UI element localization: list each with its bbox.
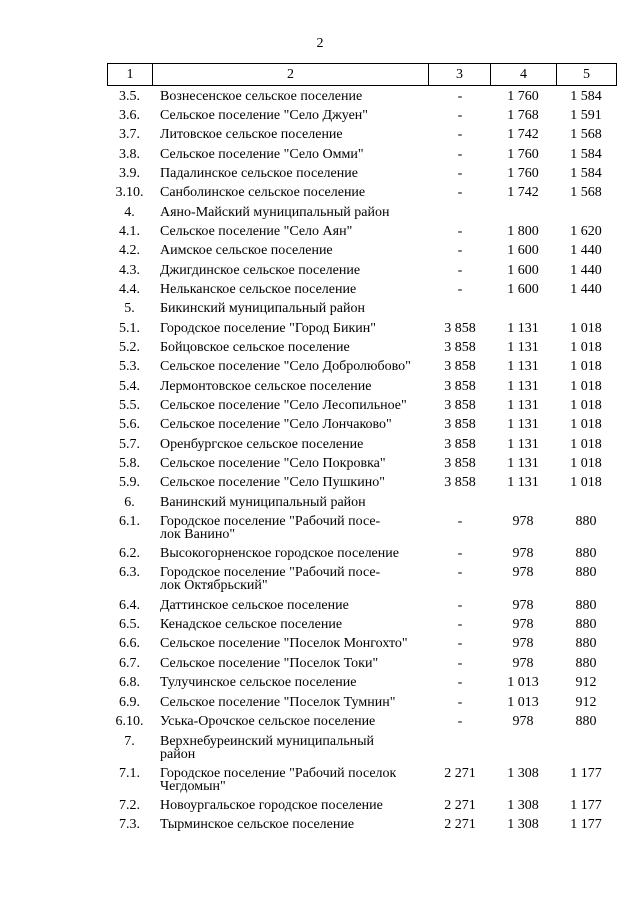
row-value-col4: 1 768 [507,108,539,123]
row-value-col4: 1 760 [507,147,539,162]
row-name: Сельское поселение "Поселок Тумнин" [160,695,396,710]
row-value-col3: 3 858 [444,475,476,490]
row-value-col5: 1 018 [570,340,602,355]
row-number: 4.2. [119,243,140,258]
row-name: Оренбургское сельское поселение [160,437,364,452]
row-value-col5: 1 177 [570,817,602,832]
header-cell-2: 2 [153,64,429,86]
row-name: Городское поселение "Рабочий посе- лок Ванино" [160,514,381,542]
row-value-col3: 3 858 [444,417,476,432]
row-name: Джигдинское сельское поселение [160,263,361,278]
row-value-col3: - [457,243,463,258]
row-number: 5.3. [119,359,140,374]
row-name: Кенадское сельское поселение [160,617,343,632]
row-number: 3.8. [119,147,140,162]
row-value-col5: 1 440 [570,243,602,258]
row-value-col5: 1 018 [570,379,602,394]
row-name: Сельское поселение "Село Пушкино" [160,475,385,490]
header-cell-4: 4 [491,64,557,86]
row-name: Нельканское сельское поселение [160,282,357,297]
row-name: Уська-Орочское сельское поселение [160,714,376,729]
row-number: 7.2. [119,798,140,813]
row-number: 6.4. [119,598,140,613]
row-value-col4: 1 742 [507,185,539,200]
row-value-col3: - [457,224,463,239]
row-name: Сельское поселение "Село Аян" [160,224,353,239]
row-number: 6.5. [119,617,140,632]
row-value-col5: 1 568 [570,185,602,200]
row-value-col5: 880 [575,617,597,632]
row-name: Ванинский муниципальный район [160,495,366,510]
row-number: 6.9. [119,695,140,710]
row-value-col4: 1 600 [507,282,539,297]
row-value-col3: 2 271 [444,817,476,832]
row-value-col5: 1 018 [570,475,602,490]
row-value-col4: 1 131 [507,475,539,490]
row-value-col4: 978 [512,714,534,729]
row-name: Сельское поселение "Село Покровка" [160,456,386,471]
row-number: 4.3. [119,263,140,278]
row-name: Сельское поселение "Село Лончаково" [160,417,392,432]
row-value-col4: 978 [512,598,534,613]
row-value-col3: - [457,546,463,561]
row-value-col4: 1 742 [507,127,539,142]
row-number: 4.1. [119,224,140,239]
row-name: Верхнебуреинский муниципальный район [160,734,374,762]
row-number: 6.1. [119,514,140,529]
row-value-col5: 1 177 [570,798,602,813]
row-value-col4: 978 [512,514,534,529]
row-name: Сельское поселение "Поселок Токи" [160,656,379,671]
row-name: Сельское поселение "Село Джуен" [160,108,369,123]
row-value-col5: 1 018 [570,456,602,471]
row-number: 5.8. [119,456,140,471]
row-number: 6. [124,495,135,510]
row-number: 5.7. [119,437,140,452]
row-number: 5.4. [119,379,140,394]
row-name: Аимское сельское поселение [160,243,333,258]
row-value-col3: - [457,514,463,529]
row-value-col5: 1 018 [570,417,602,432]
row-name: Городское поселение "Рабочий посе- лок Октябрьский" [160,565,381,593]
row-value-col5: 1 177 [570,766,602,781]
row-value-col5: 880 [575,598,597,613]
row-value-col5: 1 620 [570,224,602,239]
row-value-col4: 1 760 [507,166,539,181]
row-value-col3: - [457,656,463,671]
row-number: 6.7. [119,656,140,671]
row-value-col3: - [457,675,463,690]
page-number: 2 [316,36,324,51]
row-value-col5: 1 584 [570,166,602,181]
row-value-col4: 1 131 [507,321,539,336]
row-name: Литовское сельское поселение [160,127,343,142]
row-value-col5: 1 568 [570,127,602,142]
row-number: 5.2. [119,340,140,355]
row-value-col4: 1 600 [507,243,539,258]
row-value-col4: 1 013 [507,695,539,710]
row-number: 3.6. [119,108,140,123]
row-value-col4: 1 131 [507,398,539,413]
row-number: 6.6. [119,636,140,651]
row-value-col5: 880 [575,656,597,671]
row-value-col3: - [457,147,463,162]
row-name: Городское поселение "Рабочий поселок Чегдомын" [160,766,397,794]
row-name: Сельское поселение "Село Лесопильное" [160,398,407,413]
row-name: Аяно-Майский муниципальный район [160,205,390,220]
row-value-col4: 1 131 [507,359,539,374]
row-value-col3: - [457,714,463,729]
row-value-col3: 3 858 [444,437,476,452]
row-value-col3: - [457,166,463,181]
row-value-col4: 1 760 [507,89,539,104]
row-name: Тулучинское сельское поселение [160,675,357,690]
row-number: 3.5. [119,89,140,104]
row-name: Городское поселение "Город Бикин" [160,321,376,336]
row-value-col3: - [457,695,463,710]
row-name: Сельское поселение "Поселок Монгохто" [160,636,408,651]
row-value-col5: 880 [575,714,597,729]
row-value-col5: 1 440 [570,282,602,297]
row-value-col4: 1 131 [507,437,539,452]
row-name: Бикинский муниципальный район [160,301,365,316]
row-number: 7.1. [119,766,140,781]
row-number: 5.1. [119,321,140,336]
row-value-col4: 978 [512,565,534,580]
row-value-col3: - [457,89,463,104]
row-value-col4: 1 600 [507,263,539,278]
row-number: 6.3. [119,565,140,580]
row-value-col4: 1 013 [507,675,539,690]
row-value-col5: 1 591 [570,108,602,123]
row-number: 3.10. [115,185,144,200]
row-number: 6.10. [115,714,144,729]
row-value-col5: 1 018 [570,359,602,374]
row-number: 7.3. [119,817,140,832]
row-number: 6.2. [119,546,140,561]
row-value-col3: - [457,108,463,123]
row-name: Тырминское сельское поселение [160,817,355,832]
row-name: Даттинское сельское поселение [160,598,349,613]
row-name: Вознесенское сельское поселение [160,89,363,104]
row-value-col3: 2 271 [444,798,476,813]
row-value-col4: 1 800 [507,224,539,239]
row-value-col5: 880 [575,636,597,651]
row-value-col5: 880 [575,514,597,529]
row-value-col3: 3 858 [444,359,476,374]
row-value-col5: 1 440 [570,263,602,278]
row-number: 7. [124,734,135,749]
row-value-col4: 978 [512,546,534,561]
row-value-col3: - [457,185,463,200]
row-name: Новоургальское городское поселение [160,798,383,813]
row-value-col5: 1 018 [570,437,602,452]
row-value-col4: 1 308 [507,766,539,781]
row-number: 3.7. [119,127,140,142]
row-value-col3: 3 858 [444,321,476,336]
row-value-col4: 1 308 [507,817,539,832]
row-value-col3: - [457,127,463,142]
row-value-col3: - [457,263,463,278]
header-cell-1: 1 [108,64,153,86]
row-value-col5: 880 [575,546,597,561]
row-number: 5.9. [119,475,140,490]
row-name: Высокогорненское городское поселение [160,546,399,561]
row-value-col5: 1 584 [570,89,602,104]
row-value-col3: - [457,617,463,632]
row-value-col4: 1 131 [507,379,539,394]
row-value-col4: 1 131 [507,456,539,471]
row-number: 6.8. [119,675,140,690]
row-number: 5.6. [119,417,140,432]
row-value-col5: 1 584 [570,147,602,162]
row-value-col3: 3 858 [444,456,476,471]
row-number: 3.9. [119,166,140,181]
row-value-col4: 978 [512,656,534,671]
row-number: 4.4. [119,282,140,297]
row-value-col3: 3 858 [444,379,476,394]
row-name: Лермонтовское сельское поселение [160,379,372,394]
row-name: Сельское поселение "Село Добролюбово" [160,359,411,374]
row-number: 4. [124,205,135,220]
row-value-col5: 912 [575,675,597,690]
row-value-col5: 1 018 [570,321,602,336]
row-name: Сельское поселение "Село Омми" [160,147,364,162]
header-cell-5: 5 [557,64,617,86]
row-value-col5: 880 [575,565,597,580]
row-value-col3: - [457,636,463,651]
row-name: Бойцовское сельское поселение [160,340,350,355]
row-value-col5: 1 018 [570,398,602,413]
row-name: Падалинское сельское поселение [160,166,358,181]
row-value-col4: 1 131 [507,417,539,432]
row-value-col5: 912 [575,695,597,710]
row-value-col3: 3 858 [444,340,476,355]
row-value-col3: 3 858 [444,398,476,413]
row-value-col3: - [457,565,463,580]
row-value-col4: 1 131 [507,340,539,355]
row-value-col4: 1 308 [507,798,539,813]
row-name: Санболинское сельское поселение [160,185,366,200]
row-value-col3: - [457,282,463,297]
row-number: 5.5. [119,398,140,413]
header-cell-3: 3 [429,64,491,86]
row-value-col3: 2 271 [444,766,476,781]
row-value-col4: 978 [512,617,534,632]
row-value-col3: - [457,598,463,613]
row-value-col4: 978 [512,636,534,651]
row-number: 5. [124,301,135,316]
